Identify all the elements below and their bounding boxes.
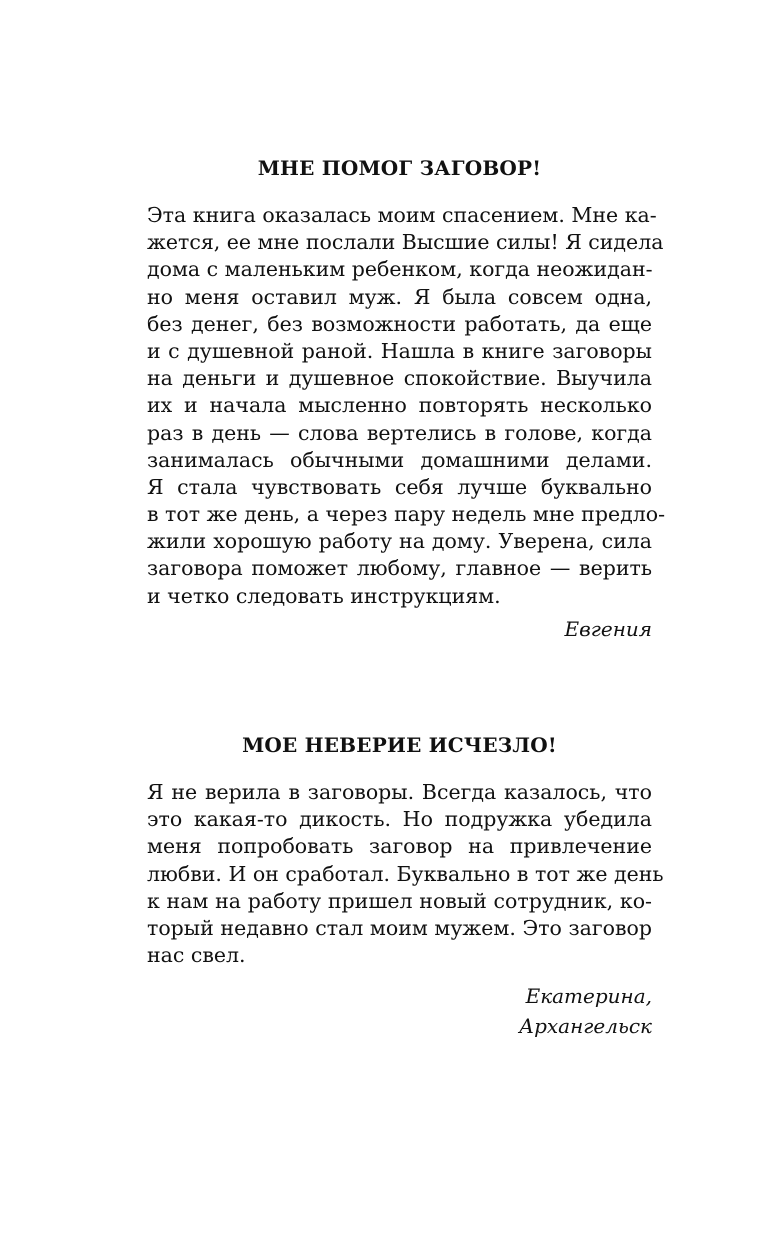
testimonial-heading: МОЕ НЕВЕРИЕ ИСЧЕЗЛО! [242, 733, 557, 757]
signature-block [147, 614, 652, 644]
body-line: Эта книга оказалась моим спасением. Мне ка- [147, 203, 657, 227]
body-line: Я не верила в заговоры. Всегда казалось, что [147, 780, 652, 804]
book-page [147, 0, 666, 1240]
testimonial-2 [147, 731, 664, 1041]
body-line: раз в день — слова вертелись в голове, когда [147, 420, 652, 445]
body-line: это какая-то дикость. Но подружка убедила [147, 807, 652, 832]
testimonial-1 [147, 154, 666, 644]
body-line: меня попробовать заговор на привлечение [147, 834, 652, 859]
body-line: к нам на работу пришел новый сотрудник, ко- [147, 888, 652, 913]
body-line: на деньги и душевное спокойствие. Выучила [147, 366, 652, 391]
author-signature: Екатерина, [525, 984, 652, 1009]
author-city: Архангельск [518, 1014, 652, 1039]
body-line: нас свел. [147, 943, 246, 968]
body-line: дома с маленьким ребенком, когда неожидан- [147, 257, 653, 282]
body-line: занималась обычными домашними делами. [147, 447, 652, 472]
body-line: без денег, без возможности работать, да еще [147, 311, 652, 336]
body-line: и четко следовать инструкциям. [147, 583, 501, 608]
signature-block [147, 981, 652, 1041]
body-line: но меня оставил муж. Я была совсем одна, [147, 284, 652, 309]
testimonial-body [147, 202, 666, 610]
body-line: любви. И он сработал. Буквально в тот же день [147, 861, 664, 886]
body-line: заговора поможет любому, главное — верить [147, 556, 652, 581]
testimonial-body [147, 779, 664, 969]
body-line: Я стала чувствовать себя лучше буквально [147, 474, 652, 499]
author-signature: Евгения [564, 616, 652, 641]
body-line: жется, ее мне послали Высшие силы! Я сидела [147, 230, 664, 255]
testimonial-heading: МНЕ ПОМОГ ЗАГОВОР! [257, 156, 542, 180]
body-line: и с душевной раной. Нашла в книге заговоры [147, 338, 652, 363]
body-line: их и начала мысленно повторять несколько [147, 393, 652, 418]
body-line: в тот же день, а через пару недель мне предло- [147, 502, 666, 527]
body-line: торый недавно стал моим мужем. Это заговор [147, 915, 652, 940]
body-line: жили хорошую работу на дому. Уверена, сила [147, 529, 652, 554]
